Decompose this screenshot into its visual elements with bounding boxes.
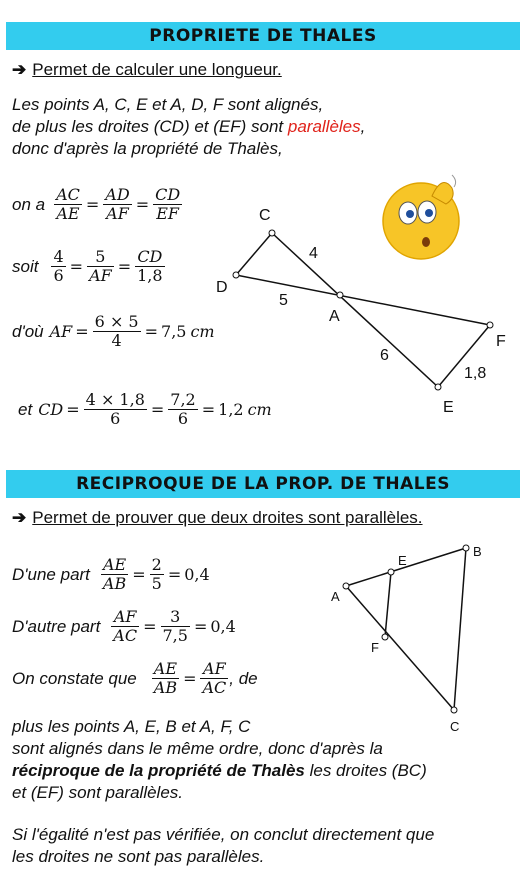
right-arrow-icon: ➔ [12, 508, 27, 527]
point-f-label: F [371, 640, 379, 655]
section1-title: PROPRIETE DE THALES [6, 22, 520, 50]
length-ad-label: 5 [279, 292, 288, 309]
point-b-label: B [473, 544, 482, 559]
af-ac-ratio: D'autre part $\frac{AF}{AC}$ = $\frac{3}{7,5}$ = 0,4 [12, 607, 236, 645]
af-computation: d'où AF = $\frac{6 \times 5}{4}$ = 7,5 cm [12, 312, 215, 350]
non-parallel-note: Si l'égalité n'est pas vérifiée, on conclut directement que les droites ne sont pas parallèles. [12, 825, 435, 866]
thales-ratio-equation: on a $\frac{AC}{AE}$ = $\frac{AD}{AF}$ = $\frac{CD}{EF}$ [12, 185, 181, 223]
point-d-label: D [216, 279, 228, 296]
section2-title: RECIPROQUE DE LA PROP. DE THALES [6, 470, 520, 498]
section2-subtitle: ➔ Permet de prouver que deux droites sont parallèles. [12, 508, 423, 527]
section1-intro: Les points A, C, E et A, D, F sont alignés, de plus les droites (CD) et (EF) sont parallèles, donc d'après la propriété de Thalès, [12, 95, 366, 158]
length-ef-label: 1,8 [464, 365, 487, 382]
length-ac-label: 4 [309, 245, 318, 262]
point-a-label: A [331, 589, 340, 604]
section1-subtitle: ➔ Permet de calculer une longueur. [12, 60, 282, 79]
point-c-label: C [259, 207, 271, 224]
thales-values-equation: soit $\frac{4}{6}$ = $\frac{5}{AF}$ = $\frac{CD}{1,8}$ [12, 247, 163, 285]
reciprocal-conclusion: plus les points A, E, B et A, F, C sont alignés dans le même ordre, donc d'après la réciproque de la propriété de Thalès les droites (BC) et (EF) sont parallèles. [12, 717, 427, 802]
point-e-label: E [398, 553, 407, 568]
point-c-label: C [450, 719, 460, 734]
ae-ab-ratio: D'une part $\frac{AE}{AB}$ = $\frac{2}{5}$ = 0,4 [12, 555, 210, 593]
point-f-label: F [496, 333, 506, 350]
point-e-label: E [443, 399, 454, 416]
right-arrow-icon: ➔ [12, 60, 27, 79]
cd-computation: et CD = $\frac{4 \times 1,8}{6}$ = $\frac{7,2}{6}$ = 1,2 cm [18, 390, 272, 428]
point-a-label: A [329, 308, 340, 325]
ratio-equality: On constate que $\frac{AE}{AB}$ = $\frac{AF}{AC}$ , de [12, 659, 258, 697]
length-af-label: 6 [380, 347, 389, 364]
